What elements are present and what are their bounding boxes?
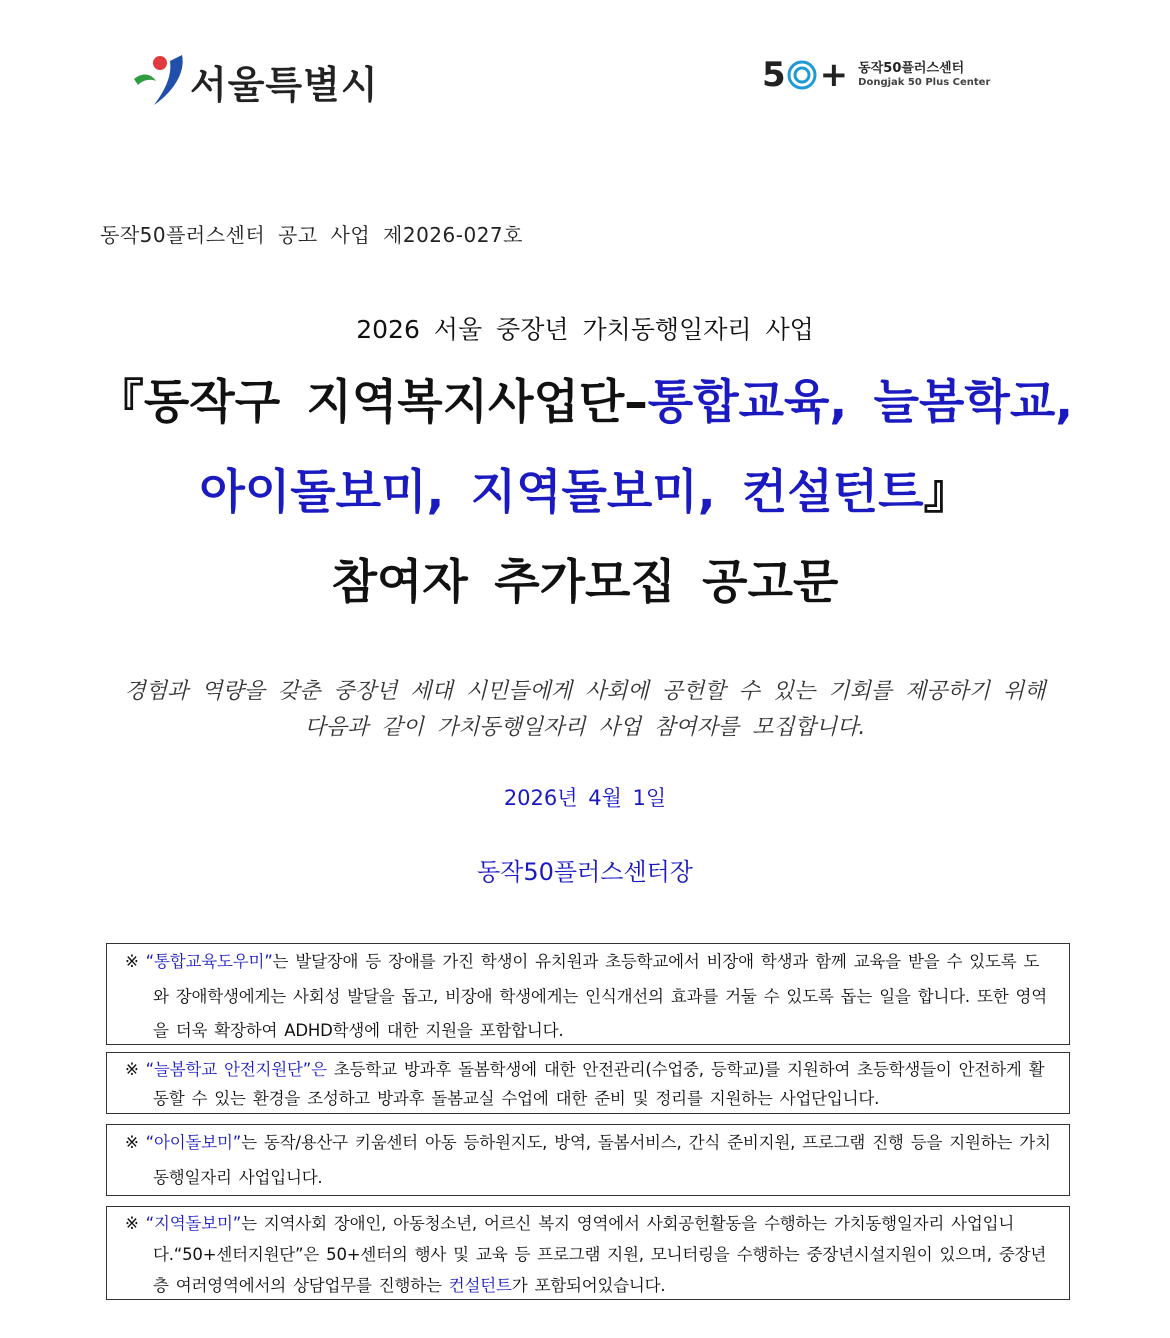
- center-name-kr: 동작50플러스센터: [858, 60, 965, 76]
- dongjak-50plus-logo: [762, 55, 991, 95]
- info-box-text: 초등학교 방과후 돌봄학생에 대한 안전관리(수업중, 등학교)를 지원하여 초등학생들이 안전하게 활동할 수 있는 환경을 조성하고 방과후 돌봄교실 수업에 대한 준비 및 정리를 지원하는 사업단입니다.: [153, 1060, 1045, 1108]
- reference-mark: ※: [125, 1133, 146, 1152]
- center-name-en: Dongjak 50 Plus Center: [858, 76, 991, 88]
- info-box-highlight-consultant: 컨설턴트: [448, 1276, 512, 1295]
- title-line-3: 참여자 추가모집 공고문: [331, 555, 839, 610]
- title-line-2-black: 』: [923, 465, 971, 520]
- signature: 동작50플러스센터장: [476, 858, 693, 886]
- reference-mark: ※: [125, 1214, 146, 1233]
- page-subtitle: 2026 서울 중장년 가치동행일자리 사업: [356, 315, 814, 344]
- info-box-highlight: “통합교육도우미”: [145, 952, 273, 971]
- intro-line-1: 경험과 역량을 갖춘 중장년 세대 시민들에게 사회에 공헌할 수 있는 기회를 제공하기 위해: [124, 679, 1046, 704]
- logo-five: 5: [762, 55, 786, 95]
- intro-line-2: 다음과 같이 가치동행일자리 사업 참여자를 모집합니다.: [304, 715, 866, 740]
- notice-number: 동작50플러스센터 공고 사업 제2026-027호: [100, 223, 523, 247]
- info-box-neulbom-school: [106, 1052, 1070, 1114]
- info-box-highlight: “아이돌보미”: [145, 1133, 242, 1152]
- info-box-text: 는 발달장애 등 장애를 가진 학생이 유치원과 초등학교에서 비장애 학생과 함께 교육을 받을 수 있도록 도와 장애학생에게는 사회성 발달을 돕고, 비장애 학생에게는 인식개선의 효과를 거둘 수 있도록 돕는 일을 합니다. 또한 영역을 더욱 확장하여 ADHD학생에 대한 지원을 포함합니다.: [153, 952, 1048, 1040]
- info-box-highlight: “늘봄학교 안전지원단”은: [145, 1060, 327, 1079]
- reference-mark: ※: [125, 1060, 146, 1079]
- intro-text: [0, 674, 1170, 746]
- seoul-logo-text: 서울특별시: [190, 63, 379, 107]
- seoul-symbol-icon: [130, 49, 186, 109]
- title-line-2: [0, 455, 1170, 522]
- info-box-text: 는 동작/용산구 키움센터 아동 등하원지도, 방역, 돌봄서비스, 간식 준비지원, 프로그램 진행 등을 지원하는 가치동행일자리 사업입니다.: [153, 1133, 1051, 1187]
- title-line-1: [0, 365, 1170, 432]
- title-line-1-black: 『동작구 지역복지사업단–: [96, 375, 648, 430]
- logo-plus: +: [819, 55, 849, 95]
- info-box-text: 는 지역사회 장애인, 아동청소년, 어르신 복지 영역에서 사회공헌활동을 수행하는 가치동행일자리 사업입니다.“50+센터지원단”은 50+센터의 행사 및 교육 등 프로그램 지원, 모니터링을 수행하는 중장년시설지원이 있으며, 중장년층 여러영역에서의 상담업무를 진행하는: [153, 1214, 1047, 1295]
- info-box-community-care: [106, 1206, 1070, 1300]
- title-line-2-blue: 아이돌보미, 지역돌보미, 컨설턴트: [199, 465, 924, 520]
- info-box-highlight: “지역돌보미”: [145, 1214, 242, 1233]
- title-line-1-blue: 통합교육, 늘봄학교,: [647, 375, 1074, 430]
- seoul-city-logo: [130, 48, 379, 109]
- notice-date: 2026년 4월 1일: [503, 786, 667, 810]
- logo-ring-icon: [786, 59, 818, 91]
- info-box-text-end: 가 포함되어있습니다.: [511, 1276, 666, 1295]
- reference-mark: ※: [125, 952, 146, 971]
- info-box-inclusive-education: [106, 943, 1070, 1045]
- info-box-child-care: [106, 1124, 1070, 1196]
